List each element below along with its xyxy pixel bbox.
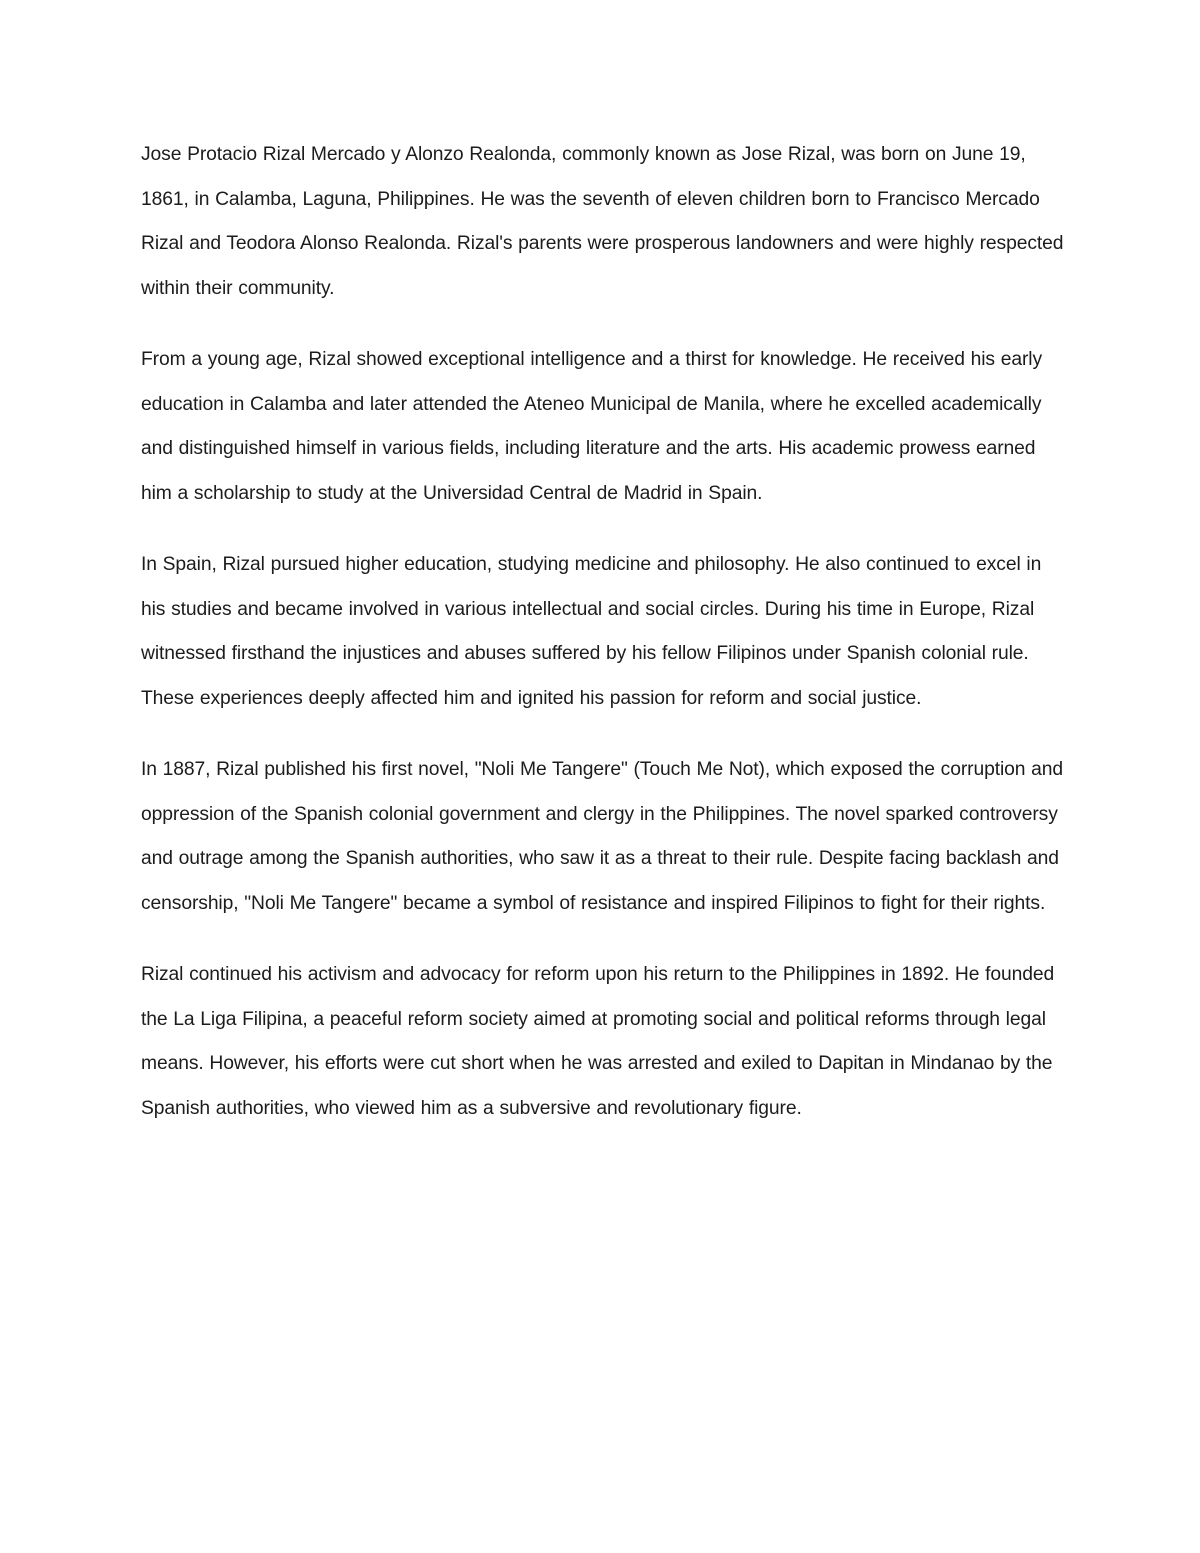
paragraph-education: From a young age, Rizal showed exceptional intelligence and a thirst for knowledge. He received his early education in Calamba and later attended the Ateneo Municipal de Manila, where he excelled academically and distinguished himself in various fields, including literature and the arts. His academic prowess earned him a scholarship to study at the Universidad Central de Madrid in Spain. (141, 349, 1042, 504)
paragraph-birth: Jose Protacio Rizal Mercado y Alonzo Realonda, commonly known as Jose Rizal, was born on June 19, 1861, in Calamba, Laguna, Philippines. He was the seventh of eleven children born to Francisco Mercado Rizal and Teodora Alonso Realonda. Rizal's parents were prosperous landowners and were highly respected within their community. (141, 144, 1064, 299)
paragraph-spain: In Spain, Rizal pursued higher education, studying medicine and philosophy. He also continued to excel in his studies and became involved in various intellectual and social circles. During his time in Europe, Rizal witnessed firsthand the injustices and abuses suffered by his fellow Filipinos under Spanish colonial rule. These experiences deeply affected him and ignited his passion for reform and social justice. (141, 554, 1042, 709)
paragraph-activism: Rizal continued his activism and advocacy for reform upon his return to the Philippines in 1892. He founded the La Liga Filipina, a peaceful reform society aimed at promoting social and political reforms through legal means. However, his efforts were cut short when he was arrested and exiled to Dapitan in Mindanao by the Spanish authorities, who viewed him as a subversive and revolutionary figure. (141, 964, 1055, 1119)
paragraph-noli-me-tangere: In 1887, Rizal published his first novel, "Noli Me Tangere" (Touch Me Not), which exposed the corruption and oppression of the Spanish colonial government and clergy in the Philippines. The novel sparked controversy and outrage among the Spanish authorities, who saw it as a threat to their rule. Despite facing backlash and censorship, "Noli Me Tangere" became a symbol of resistance and inspired Filipinos to fight for their rights. (141, 759, 1064, 914)
document-body (141, 133, 1066, 1158)
